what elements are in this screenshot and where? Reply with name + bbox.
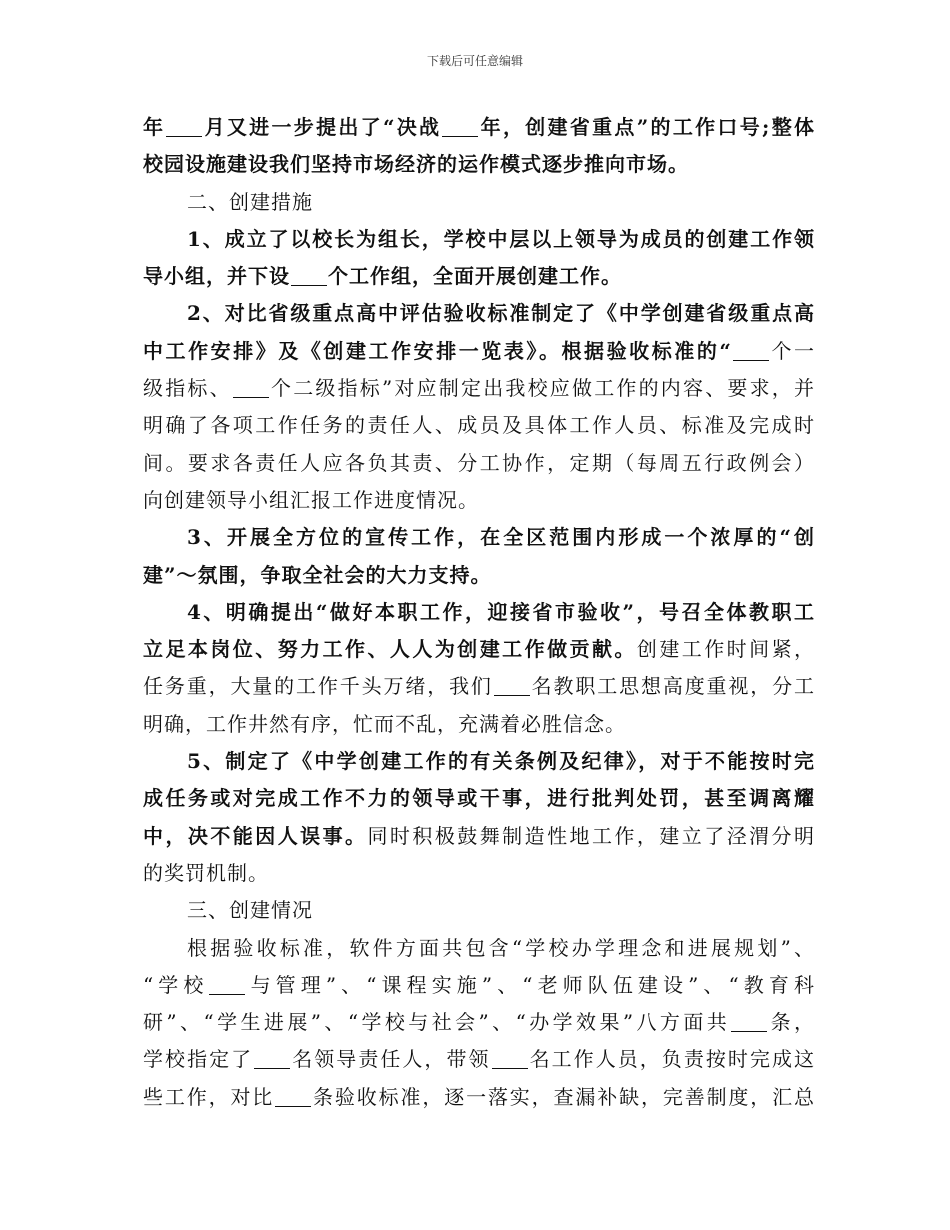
- text-run: 中，决不能因人误事。: [143, 823, 368, 848]
- text-line: [143, 967, 815, 1004]
- text-run: 明确了各项工作任务的责任人、成员及具体工作人员、标准及完成时: [143, 413, 815, 438]
- text-run: 同时积极鼓舞制造性地工作，建立了泾渭分明: [367, 823, 816, 848]
- text-run: 4、明确提出“做好本职工作，迎接省市验收”，号召全体教职工: [187, 599, 815, 624]
- fill-in-blank: [209, 972, 245, 995]
- text-run: 1、成立了以校长为组长，学校中层以上领导为成员的创建工作领: [187, 226, 815, 251]
- fill-in-blank: [233, 375, 269, 398]
- text-line: [143, 1004, 815, 1041]
- text-line: [143, 706, 815, 743]
- text-line: [143, 631, 815, 668]
- text-run: 成任务或对完成工作不力的领导或干事，进行批判处罚，甚至调离耀: [143, 786, 815, 811]
- text-run: 名领导责任人，带领: [291, 1047, 491, 1072]
- text-run: 2、对比省级重点高中评估验收标准制定了《中学创建省级重点高: [187, 301, 815, 326]
- text-run: 个二级指标”对应制定出我校应做工作的内容、要求，并: [269, 376, 815, 401]
- text-line: [143, 668, 815, 705]
- fill-in-blank: [291, 263, 327, 286]
- text-run: 3、开展全方位的宣传工作，在全区范围内形成一个浓厚的“创: [187, 525, 815, 550]
- text-run: 名工作人员，负责按时完成这: [528, 1047, 816, 1072]
- text-line: [143, 1041, 815, 1078]
- fill-in-blank: [275, 1084, 311, 1107]
- text-run: 条验收标准，逐一落实，查漏补缺，完善制度，汇总: [312, 1084, 816, 1109]
- fill-in-blank: [494, 673, 530, 696]
- text-run: 些工作，对比: [143, 1084, 275, 1109]
- text-run: “学校: [143, 972, 209, 997]
- text-run: 与管理”、“课程实施”、“老师队伍建设”、“教育科: [246, 972, 815, 997]
- document-body: [143, 109, 815, 1116]
- text-line: [143, 780, 815, 817]
- fill-in-blank: [733, 338, 769, 361]
- fill-in-blank: [442, 114, 478, 137]
- text-run: 级指标、: [143, 376, 232, 401]
- text-run: 个一: [769, 338, 815, 363]
- text-run: 校园设施建设我们坚持市场经济的运作模式逐步推向市场。: [143, 152, 689, 177]
- text-run: 三、创建情况: [187, 898, 313, 923]
- text-line: [143, 445, 815, 482]
- text-run: 间。要求各责任人应各负其责、分工协作，定期（每周五行政例会）: [143, 450, 815, 475]
- text-run: 二、创建措施: [187, 189, 313, 214]
- fill-in-blank: [731, 1009, 767, 1032]
- text-line: [143, 557, 815, 594]
- text-run: 名教职工思想高度重视，分工: [530, 674, 816, 699]
- text-line: [143, 482, 815, 519]
- text-line: [143, 221, 815, 258]
- text-line: [143, 594, 815, 631]
- text-run: 年，创建省重点”的工作口号;整体: [479, 115, 815, 139]
- text-run: 立足本岗位、努力工作、人人为创建工作做贡献。: [143, 637, 637, 662]
- text-line: [143, 370, 815, 407]
- page-header: 下载后可任意编辑: [426, 54, 523, 68]
- text-run: 中工作安排》及《创建工作安排一览表》。根据验收标准的“: [143, 338, 732, 363]
- text-run: 导小组，并下设: [143, 264, 290, 289]
- text-line: [143, 930, 815, 967]
- text-line: [143, 519, 815, 556]
- text-run: 月又进一步提出了“决战: [203, 115, 442, 139]
- text-line: [143, 818, 815, 855]
- text-run: 个工作组，全面开展创建工作。: [328, 264, 622, 289]
- fill-in-blank: [254, 1046, 290, 1069]
- text-run: 年: [143, 115, 166, 139]
- fill-in-blank: [166, 114, 202, 137]
- text-run: 研”、“学生进展”、“学校与社会”、“办学效果”八方面共: [143, 1010, 731, 1035]
- text-run: 条，: [768, 1010, 815, 1035]
- text-line: [143, 109, 815, 146]
- text-line: [143, 407, 815, 444]
- text-line: [143, 295, 815, 332]
- text-run: 根据验收标准，软件方面共包含“学校办学理念和进展规划”、: [187, 935, 815, 960]
- text-line: [143, 855, 815, 892]
- text-run: 5、制定了《中学创建工作的有关条例及纪律》，对于不能按时完: [187, 749, 815, 774]
- text-run: 创建工作时间紧，: [636, 637, 816, 662]
- text-line: [143, 743, 815, 780]
- text-run: 学校指定了: [143, 1047, 254, 1072]
- text-line: [143, 146, 815, 183]
- text-line: [143, 892, 815, 929]
- text-line: [143, 1079, 815, 1116]
- text-line: [143, 333, 815, 370]
- text-run: 的奖罚机制。: [143, 860, 269, 885]
- text-line: [143, 184, 815, 221]
- text-run: 向创建领导小组汇报工作进度情况。: [143, 487, 479, 512]
- text-run: 明确，工作井然有序，忙而不乱，充满着必胜信念。: [143, 711, 626, 736]
- fill-in-blank: [492, 1046, 528, 1069]
- text-line: [143, 258, 815, 295]
- text-run: 建”～氛围，争取全社会的大力支持。: [143, 562, 492, 587]
- text-run: 任务重，大量的工作千头万绪，我们: [143, 674, 493, 699]
